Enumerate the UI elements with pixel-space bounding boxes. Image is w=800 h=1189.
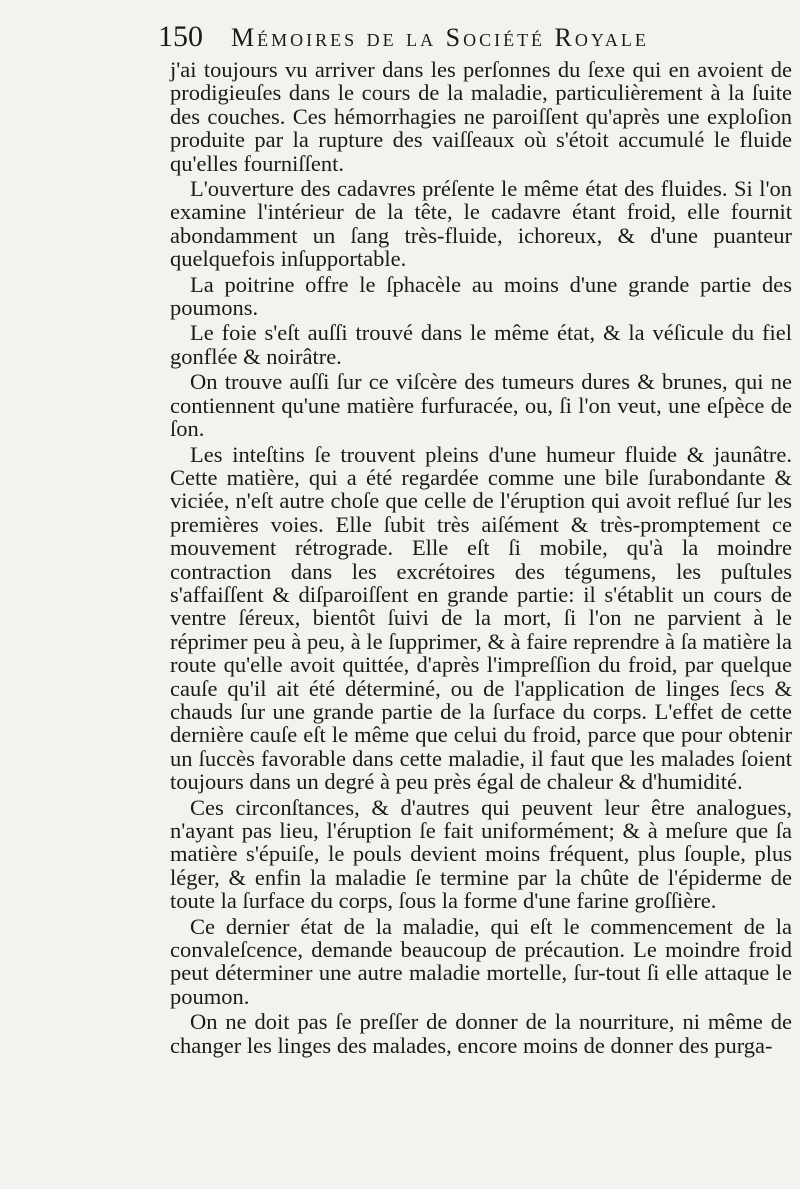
paragraph: Les inteſtins ſe trouvent pleins d'une humeur fluide & jaunâtre. Cette matière, qui a été regardée comme une bile ſurabondante & viciée, n'eſt autre choſe que celle de l'éruption qui avoit reflué ſur les premières voies. Elle ſubit très aiſément & très-promptement ce mouvement rétrograde. Elle eſt ſi mobile, qu'à la moindre contraction dans les excrétoires des tégumens, les puſtules s'affaiſſent & diſparoiſſent en grande partie: il s'établit un cours de ventre ſéreux, bientôt ſuivi de la mort, ſi l'on ne parvient à le réprimer peu à peu, à le ſupprimer, & à faire reprendre à ſa matière la route qu'elle avoit quittée, d'après l'impreſſion du froid, par quelque cauſe qu'il ait été déterminé, ou de l'application de linges ſecs & chauds ſur une grande partie de la ſurface du corps. L'effet de cette dernière cauſe eſt le même que celui du froid, parce que pour obtenir un ſuccès favorable dans cette maladie, il faut que les malades ſoient toujours dans un degré à peu près égal de chaleur & d'humidité. bbox=[170, 441, 792, 795]
running-head: Mémoires de la Société Royale bbox=[231, 23, 649, 52]
paragraph: La poitrine offre le ſphacèle au moins d'une grande partie des poumons. bbox=[170, 271, 792, 321]
paragraph: L'ouverture des cadavres préſente le même état des fluides. Si l'on examine l'intérieur de la tête, le cadavre étant froid, elle fournit abondamment un ſang très-fluide, ichoreux, & d'une puanteur quelquefois inſupportable. bbox=[170, 176, 792, 272]
page-header bbox=[158, 20, 718, 60]
paragraph: On trouve auſſi ſur ce viſcère des tumeurs dures & brunes, qui ne contiennent qu'une matière furfuracée, ou, ſi l'on veut, une eſpèce de ſon. bbox=[170, 369, 792, 442]
page-number: 150 bbox=[158, 20, 203, 53]
paragraph: On ne doit pas ſe preſſer de donner de la nourriture, ni même de changer les linges des malades, encore moins de donner des purga- bbox=[170, 1009, 792, 1058]
paragraph: j'ai toujours vu arriver dans les perſonnes du ſexe qui en avoient de prodigieuſes dans le cours de la maladie, particulièrement à la ſuite des couches. Ces hémorrhagies ne paroiſſent qu'après une exploſion produite par la rupture des vaiſſeaux où s'étoit accumulé le fluide qu'elles fourniſſent. bbox=[170, 57, 792, 176]
paragraph: Ce dernier état de la maladie, qui eſt le commencement de la convaleſcence, demande beaucoup de précaution. Le moindre froid peut déterminer une autre maladie mortelle, ſur-tout ſi elle attaque le poumon. bbox=[170, 913, 792, 1009]
body-text bbox=[170, 58, 792, 1059]
paragraph: Le foie s'eſt auſſi trouvé dans le même état, & la véſicule du fiel gonflée & noirâtre. bbox=[170, 320, 792, 369]
paragraph: Ces circonſtances, & d'autres qui peuvent leur être analogues, n'ayant pas lieu, l'éruption ſe fait uniformément; & à meſure que ſa matière s'épuiſe, le pouls devient moins fréquent, plus ſouple, plus léger, & enfin la maladie ſe termine par la chûte de l'épiderme de toute la ſurface du corps, ſous la forme d'une farine groſſière. bbox=[170, 794, 792, 914]
